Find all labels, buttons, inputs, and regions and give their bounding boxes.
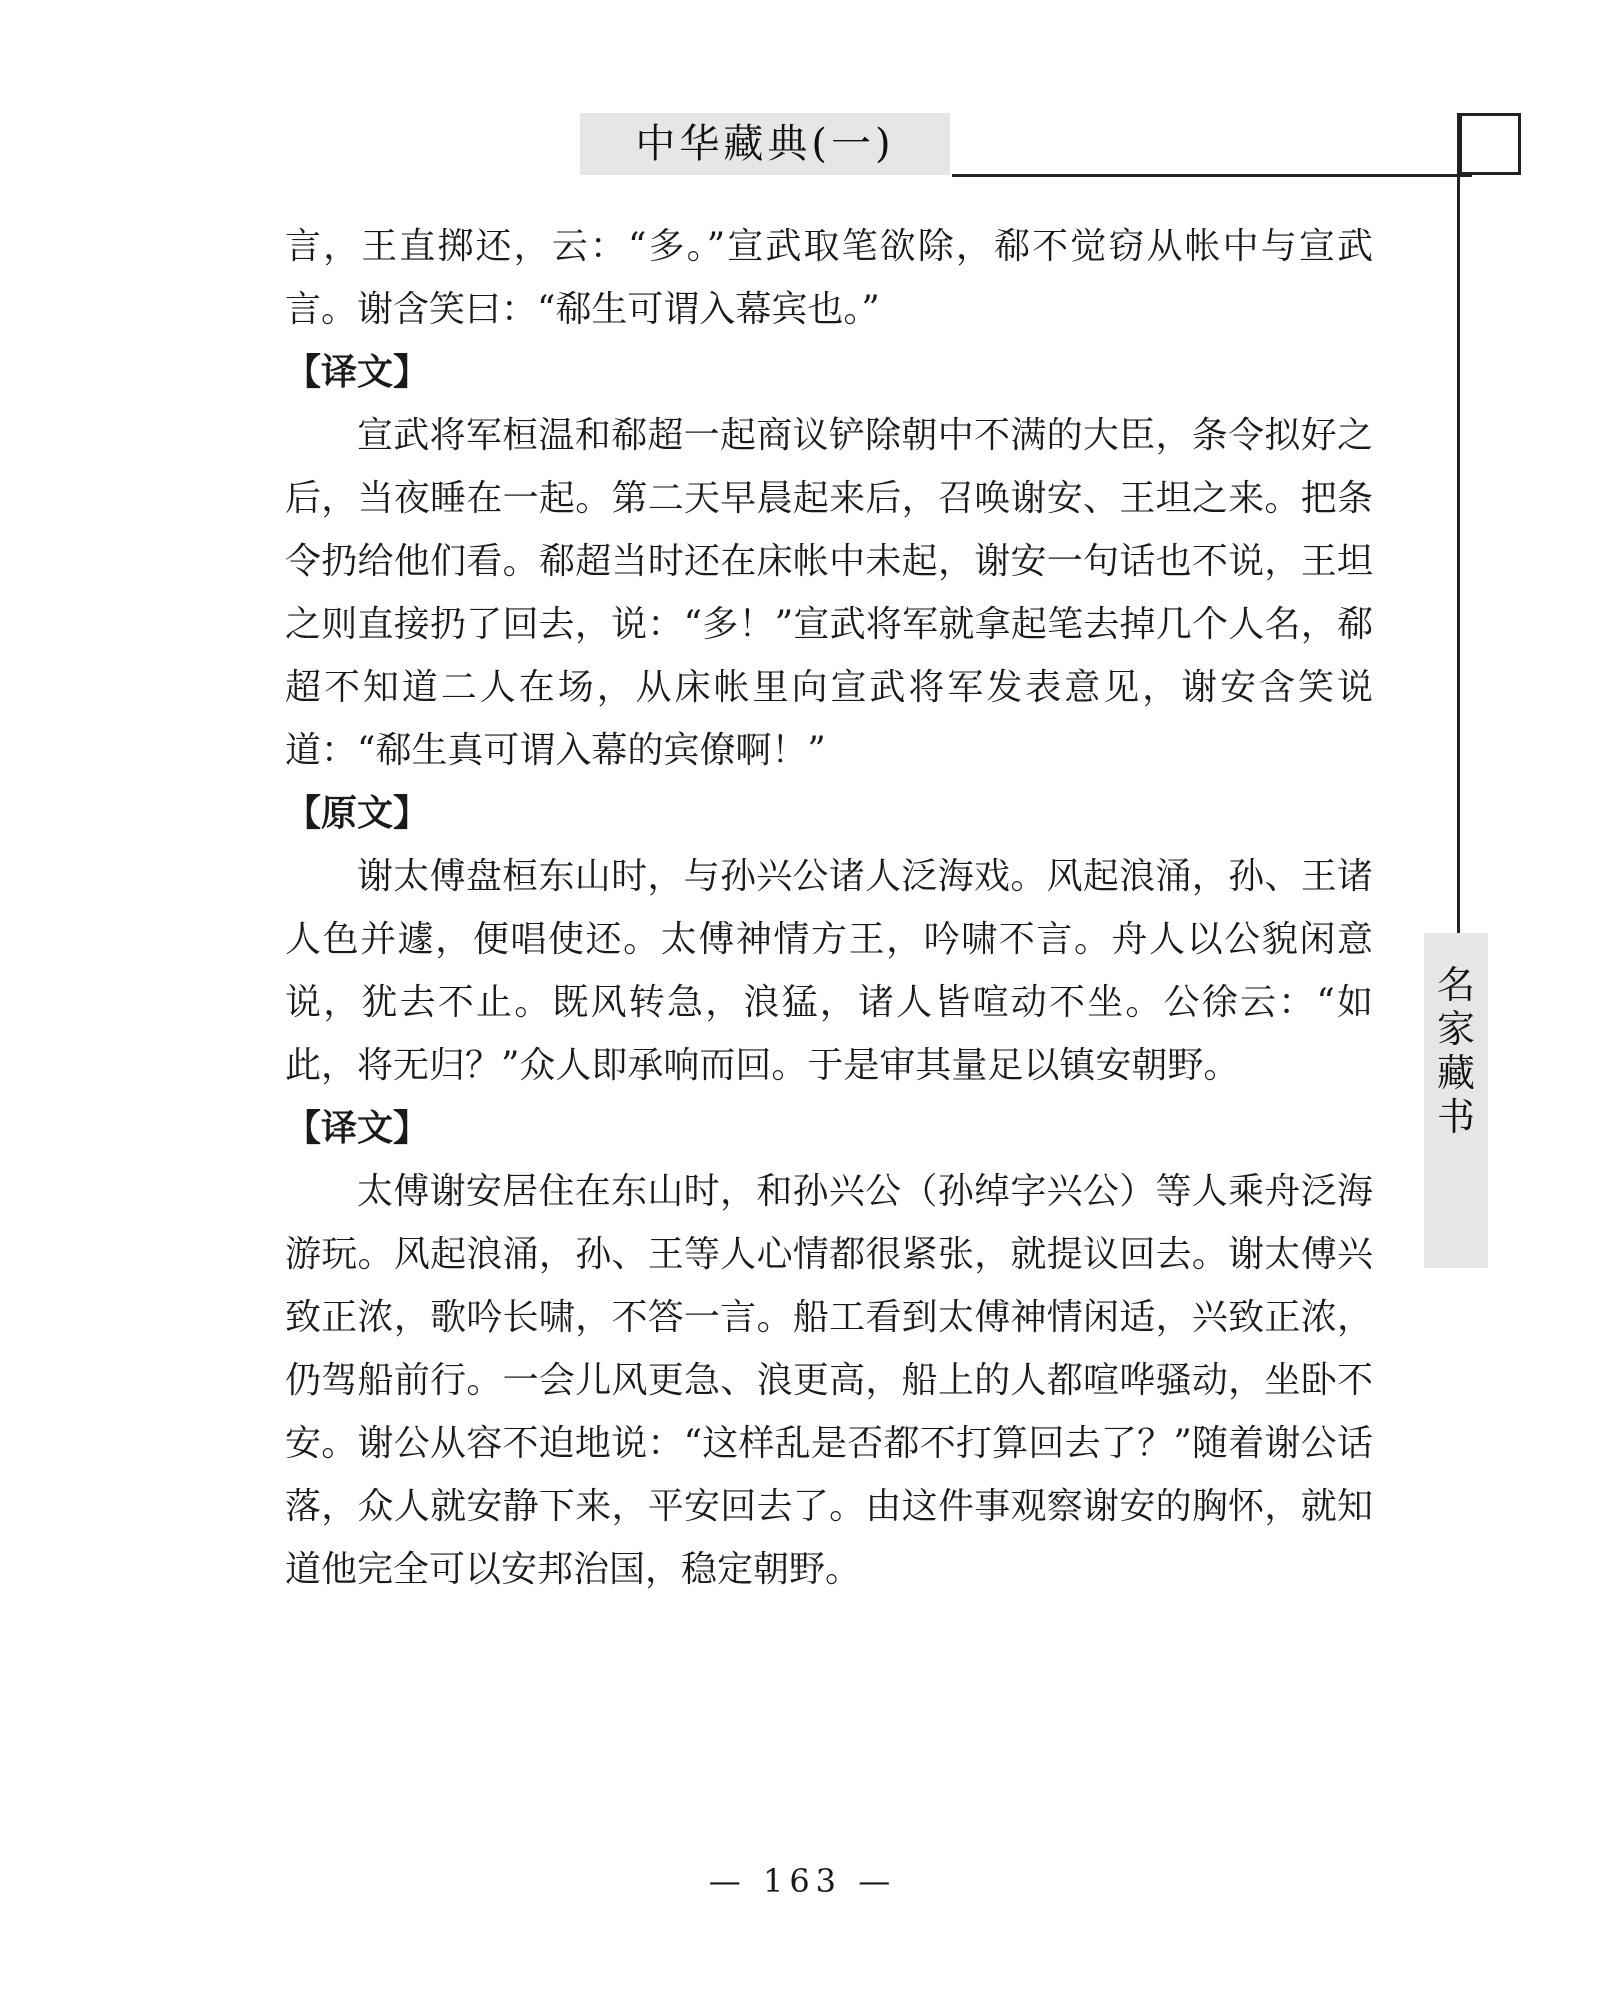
paragraph: 言，王直掷还，云：“多。”宣武取笔欲除，郗不觉窃从帐中与宣武言。谢含笑曰：“郗生可谓入幕宾也。” bbox=[285, 226, 1373, 330]
paragraph: 宣武将军桓温和郗超一起商议铲除朝中不满的大臣，条令拟好之后，当夜睡在一起。第二天早晨起来后，召唤谢安、王坦之来。把条令扔给他们看。郗超当时还在床帐中未起，谢安一句话也不说，王坦之则直接扔了回去，说：“多！”宣武将军就拿起笔去掉几个人名，郗超不知道二人在场，从床帐里向宣武将军发表意见，谢安含笑说道：“郗生真可谓入幕的宾僚啊！” bbox=[285, 415, 1373, 771]
side-tab bbox=[1424, 933, 1488, 1268]
page-body bbox=[285, 215, 1373, 1601]
side-tab-char: 家 bbox=[1436, 1007, 1475, 1051]
section-label: 【原文】 bbox=[285, 793, 430, 834]
corner-box bbox=[1459, 113, 1521, 175]
vertical-rule bbox=[1457, 113, 1460, 933]
page-number: — 163 — bbox=[708, 1862, 897, 1900]
section-label: 【译文】 bbox=[285, 1108, 430, 1149]
section-label: 【译文】 bbox=[285, 352, 430, 393]
side-tab-char: 书 bbox=[1436, 1095, 1475, 1139]
paragraph: 太傅谢安居住在东山时，和孙兴公（孙绰字兴公）等人乘舟泛海游玩。风起浪涌，孙、王等人心情都很紧张，就提议回去。谢太傅兴致正浓，歌吟长啸，不答一言。船工看到太傅神情闲适，兴致正浓，仍驾船前行。一会儿风更急、浪更高，船上的人都喧哗骚动，坐卧不安。谢公从容不迫地说：“这样乱是否都不打算回去了？”随着谢公话落，众人就安静下来，平安回去了。由这件事观察谢安的胸怀，就知道他完全可以安邦治国，稳定朝野。 bbox=[285, 1171, 1373, 1590]
header-rule bbox=[952, 174, 1472, 177]
book-title: 中华藏典(一) bbox=[580, 113, 950, 175]
paragraph: 谢太傅盘桓东山时，与孙兴公诸人泛海戏。风起浪涌，孙、王诸人色并遽，便唱使还。太傅神情方王，吟啸不言。舟人以公貌闲意说，犹去不止。既风转急，浪猛，诸人皆喧动不坐。公徐云：“如此，将无归？”众人即承响而回。于是审其量足以镇安朝野。 bbox=[285, 856, 1373, 1086]
side-tab-char: 藏 bbox=[1436, 1051, 1475, 1095]
side-tab-char: 名 bbox=[1436, 963, 1475, 1007]
